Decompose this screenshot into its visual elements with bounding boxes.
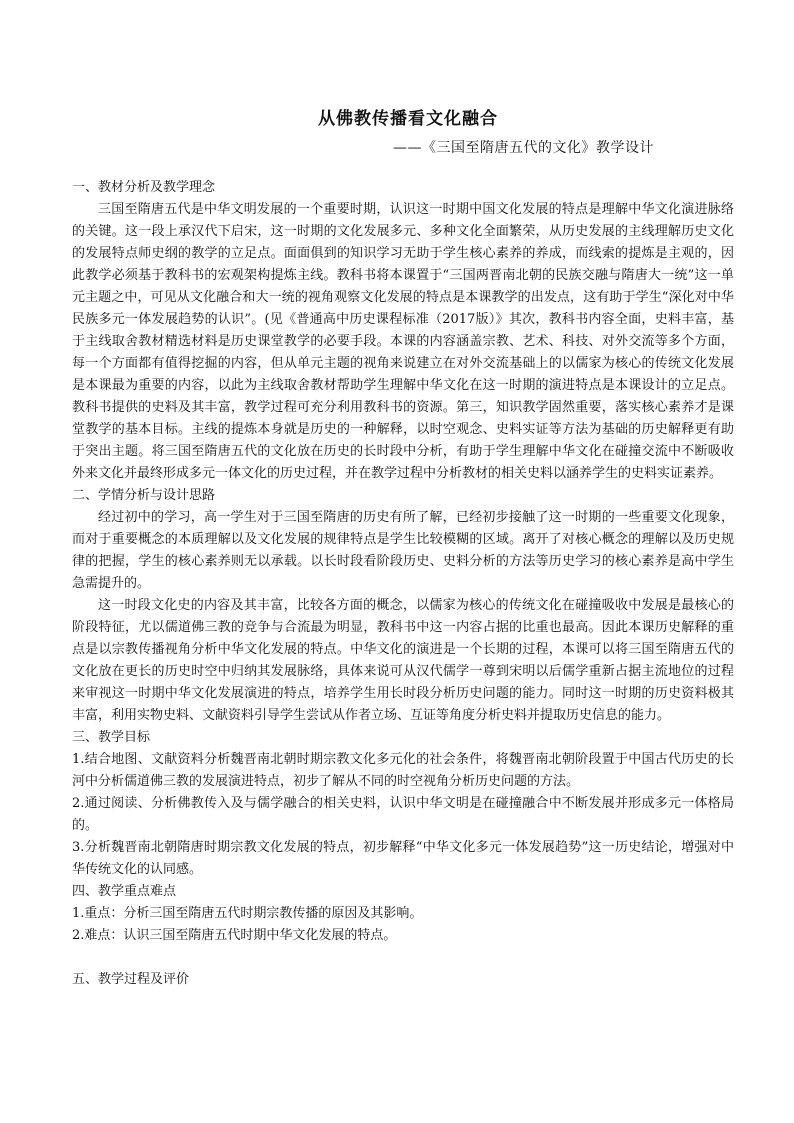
page-subtitle: ——《三国至隋唐五代的文化》教学设计 <box>393 140 654 156</box>
page-title: 从佛教传播看文化融合 <box>318 109 498 129</box>
paragraph: 三国至隋唐五代是中华文明发展的一个重要时期，认识这一时期中国文化发展的特点是理解中华文化演进脉络的关键。这一段上承汉代下启宋，这一时期的文化发展多元、多种文化全面繁荣，从历史发展的主线理解历史文化的发展特点师史纲的教学的立足点。面面俱到的知识学习无助于学生核心素养的养成，而线索的提炼是主观的，因此教学必须基于教科书的宏观架构提炼主线。教科书将本课置于“三国两晋南北朝的民族交融与隋唐大一统”这一单元主题之中，可见从文化融合和大一统的视角观察文化发展的特点是本课教学的出发点，这有助于学生“深化对中华民族多元一体发展趋势的认识”。(见《普通高中历史课程标准（2017版）》其次，教科书内容全面，史料丰富，基于主线取舍教材精选材料是历史课堂教学的必要手段。本课的内容涵盖宗教、艺术、科技、对外交流等多个方面，每一个方面都有值得挖掘的内容，但从单元主题的视角来说建立在对外交流基础上的以儒家为核心的传统文化发展是本课最为重要的内容，以此为主线取舍教材帮助学生理解中华文化在这一时期的演进特点是本课设计的立足点。教科书提供的史料及其丰富，教学过程可充分利用教科书的资源。第三，知识教学固然重要，落实核心素养才是课堂教学的基本目标。主线的提炼本身就是历史的一种解释，以时空观念、史料实证等方法为基础的历史解释更有助于突出主题。将三国至隋唐五代的文化放在历史的长时段中分析，有助于学生理解中华文化在碰撞交流中不断吸收外来文化并最终形成多元一体文化的历史过程，并在教学过程中分析教材的相关史料以涵养学生的史料实证素养。 <box>72 202 734 481</box>
list-item: 1.结合地图、文献资料分析魏晋南北朝时期宗教文化多元化的社会条件，将魏晋南北朝阶段置于中国古代历史的长河中分析儒道佛三教的发展演进特点，初步了解从不同的时空视角分析历史问题的方法。 <box>72 752 734 789</box>
list-item: 3.分析魏晋南北朝隋唐时期宗教文化发展的特点，初步解释“中华文化多元一体发展趋势”这一历史结论，增强对中华传统文化的认同感。 <box>72 840 734 877</box>
section-textbook-analysis <box>72 177 734 485</box>
section-heading: 四、教学重点难点 <box>72 884 177 899</box>
list-item: 2.通过阅读、分析佛教传入及与儒学融合的相关史料，认识中华文明是在碰撞融合中不断发展并形成多元一体格局的。 <box>72 796 734 833</box>
spacer <box>72 947 734 969</box>
section-teaching-process <box>72 969 734 991</box>
section-heading: 五、教学过程及评价 <box>72 972 190 987</box>
paragraph: 这一时段文化史的内容及其丰富，比较各方面的概念，以儒家为核心的传统文化在碰撞吸收中发展是最核心的阶段特征，尤以儒道佛三教的竞争与合流最为明显，教科书中这一内容占据的比重也最高。因此本课历史解释的重点是以宗教传播视角分析中华文化发展的特点。中华文化的演进是一个长期的过程，本课可以将三国至隋唐五代的文化放在更长的历史时空中归纳其发展脉络，具体来说可从汉代儒学一尊到宋明以后儒学重新占据主流地位的过程来审视这一时期中华文化发展演进的特点，培养学生用长时段分析历史问题的能力。同时这一时期的历史资料极其丰富，利用实物史料、文献资料引导学生尝试从作者立场、互证等角度分析史料并提取历史信息的能力。 <box>72 598 734 723</box>
list-item: 1.重点：分析三国至隋唐五代时期宗教传播的原因及其影响。 <box>72 906 423 921</box>
section-heading: 一、教材分析及教学理念 <box>72 180 216 195</box>
section-heading: 二、学情分析与设计思路 <box>72 488 216 503</box>
section-heading: 三、教学目标 <box>72 730 151 745</box>
section-key-points <box>72 881 734 947</box>
list-item: 2.难点：认识三国至隋唐五代时期中华文化发展的特点。 <box>72 928 397 943</box>
section-teaching-goals <box>72 727 734 881</box>
paragraph: 经过初中的学习，高一学生对于三国至隋唐的历史有所了解，已经初步接触了这一时期的一些重要文化现象，而对于重要概念的本质理解以及文化发展的规律特点是学生比较模糊的区域。离开了对核心概念的理解以及历史规律的把握，学生的核心素养则无以承载。以长时段看阶段历史、史料分析的方法等历史学习的核心素养是高中学生急需提升的。 <box>72 510 734 591</box>
section-learner-analysis <box>72 485 734 727</box>
